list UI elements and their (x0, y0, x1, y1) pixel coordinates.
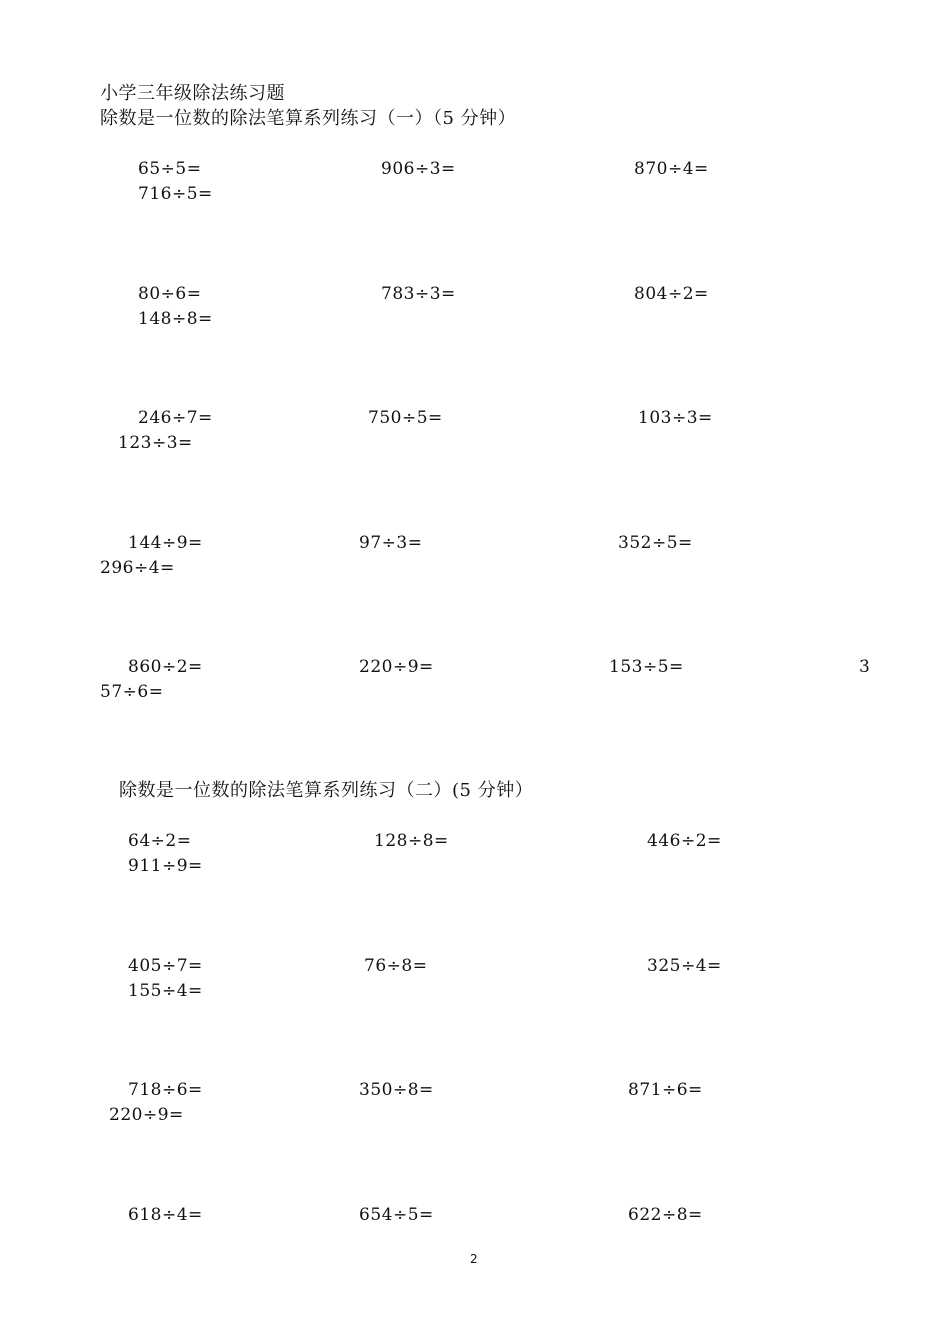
problem: 246÷7= (138, 408, 213, 428)
problem: 148÷8= (138, 309, 213, 329)
problem: 618÷4= (128, 1205, 203, 1225)
problem: 97÷3= (359, 533, 423, 553)
problem: 220÷9= (359, 657, 434, 677)
problem: 622÷8= (628, 1205, 703, 1225)
problem: 446÷2= (647, 831, 722, 851)
problem: 750÷5= (368, 408, 443, 428)
section-1-heading: 除数是一位数的除法笔算系列练习（一）（5 分钟） (100, 108, 517, 129)
problem-fragment: 3 (859, 657, 871, 677)
problem: 783÷3= (381, 284, 456, 304)
page-number: 2 (470, 1252, 478, 1266)
problem: 80÷6= (138, 284, 202, 304)
problem: 860÷2= (128, 657, 203, 677)
problem: 716÷5= (138, 184, 213, 204)
problem: 804÷2= (634, 284, 709, 304)
problem: 153÷5= (609, 657, 684, 677)
problem: 57÷6= (100, 682, 164, 702)
problem: 906÷3= (381, 159, 456, 179)
problem: 144÷9= (128, 533, 203, 553)
worksheet-title: 小学三年级除法练习题 (100, 83, 285, 104)
problem: 911÷9= (128, 856, 203, 876)
problem: 350÷8= (359, 1080, 434, 1100)
problem: 65÷5= (138, 159, 202, 179)
section-2-heading: 除数是一位数的除法笔算系列练习（二）(5 分钟） (119, 780, 534, 801)
problem: 128÷8= (374, 831, 449, 851)
problem: 352÷5= (618, 533, 693, 553)
problem: 123÷3= (118, 433, 193, 453)
problem: 220÷9= (109, 1105, 184, 1125)
problem: 103÷3= (638, 408, 713, 428)
problem: 871÷6= (628, 1080, 703, 1100)
problem: 718÷6= (128, 1080, 203, 1100)
problem: 870÷4= (634, 159, 709, 179)
problem: 296÷4= (100, 558, 175, 578)
problem: 325÷4= (647, 956, 722, 976)
problem: 76÷8= (364, 956, 428, 976)
problem: 654÷5= (359, 1205, 434, 1225)
problem: 405÷7= (128, 956, 203, 976)
problem: 64÷2= (128, 831, 192, 851)
problem: 155÷4= (128, 981, 203, 1001)
